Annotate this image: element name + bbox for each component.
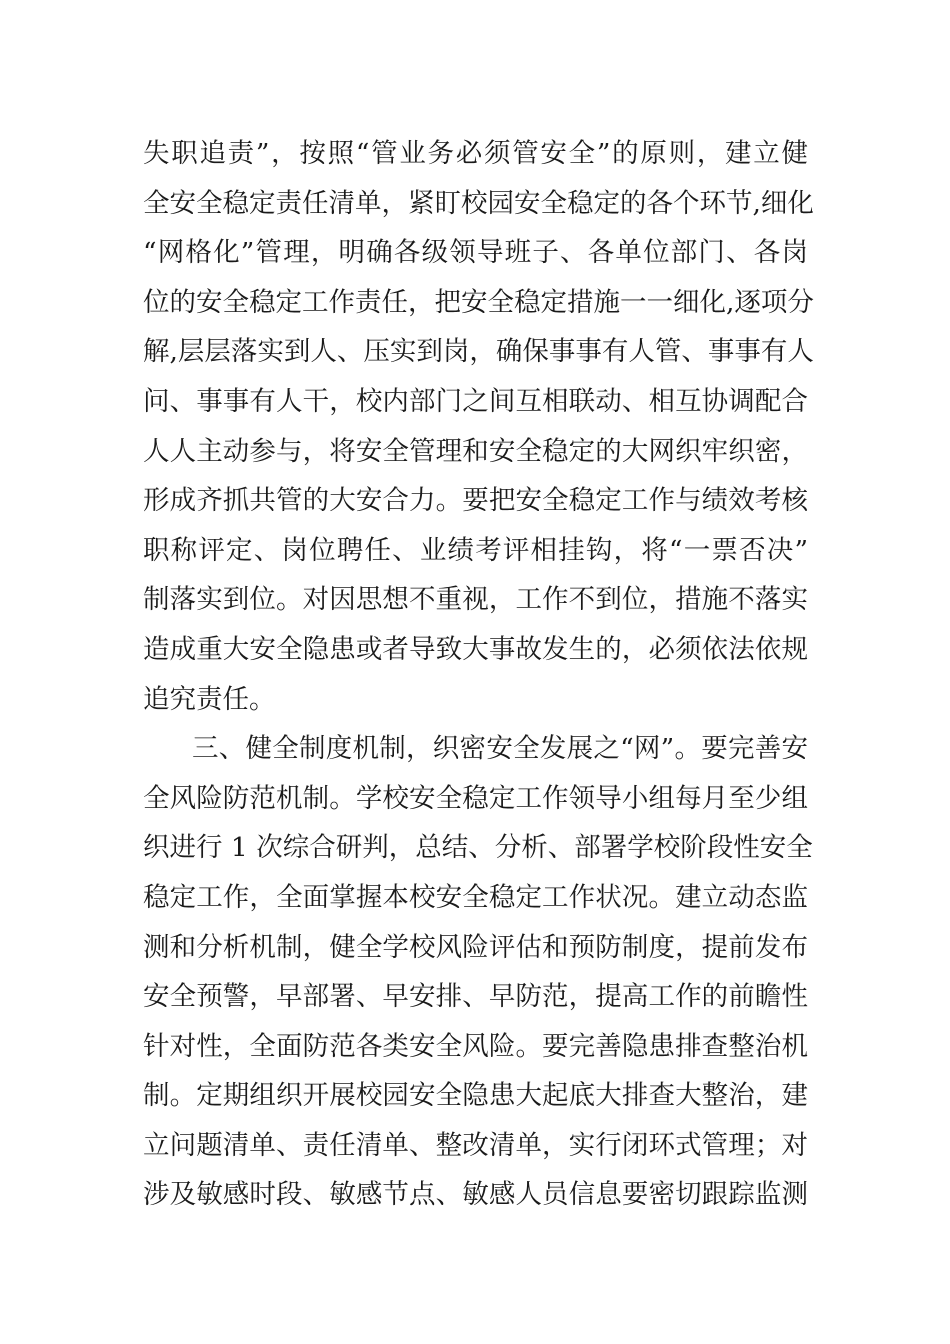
text-line: 失职追责”，按照“管业务必须管安全”的原则，建立健 <box>143 138 808 169</box>
text-line: 针对性，全面防范各类安全风险。要完善隐患排查整治机 <box>143 1030 808 1062</box>
text-line: 安全预警，早部署、早安排、早防范，提高工作的前瞻性 <box>143 981 808 1013</box>
text-line: 织进行 1 次综合研判，总结、分析、部署学校阶段性安全 <box>143 832 813 864</box>
text-line: 全风险防范机制。学校安全稳定工作领导小组每月至少组 <box>143 782 808 814</box>
text-line: 测和分析机制，健全学校风险评估和预防制度，提前发布 <box>143 931 808 963</box>
text-line: 位的安全稳定工作责任，把安全稳定措施一一细化,逐项分 <box>143 286 814 318</box>
text-line: “网格化”管理，明确各级领导班子、各单位部门、各岗 <box>143 237 808 269</box>
paragraph-end-line: 追究责任。 <box>143 683 276 715</box>
text-line: 造成重大安全隐患或者导致大事故发生的，必须依法依规 <box>143 633 808 665</box>
text-line: 制落实到位。对因思想不重视，工作不到位，措施不落实 <box>143 584 808 616</box>
text-line: 职称评定、岗位聘任、业绩考评相挂钩，将“一票否决” <box>143 534 808 566</box>
section-heading-line: 三、健全制度机制，织密安全发展之“网”。要完善安 <box>192 733 808 765</box>
text-line: 全安全稳定责任清单，紧盯校园安全稳定的各个环节,细化 <box>143 187 814 219</box>
text-line: 形成齐抓共管的大安合力。要把安全稳定工作与绩效考核 <box>143 485 808 517</box>
text-line: 稳定工作，全面掌握本校安全稳定工作状况。建立动态监 <box>143 881 808 913</box>
text-line: 制。定期组织开展校园安全隐患大起底大排查大整治，建 <box>143 1080 808 1112</box>
text-line: 人人主动参与，将安全管理和安全稳定的大网织牢织密， <box>143 435 808 467</box>
document-body <box>143 129 814 1220</box>
text-line: 立问题清单、责任清单、整改清单，实行闭环式管理；对 <box>143 1129 808 1161</box>
text-line: 涉及敏感时段、敏感节点、敏感人员信息要密切跟踪监测 <box>143 1179 808 1211</box>
text-line: 解,层层落实到人、压实到岗，确保事事有人管、事事有人 <box>143 336 814 368</box>
text-line: 问、事事有人干，校内部门之间互相联动、相互协调配合 <box>143 385 808 417</box>
